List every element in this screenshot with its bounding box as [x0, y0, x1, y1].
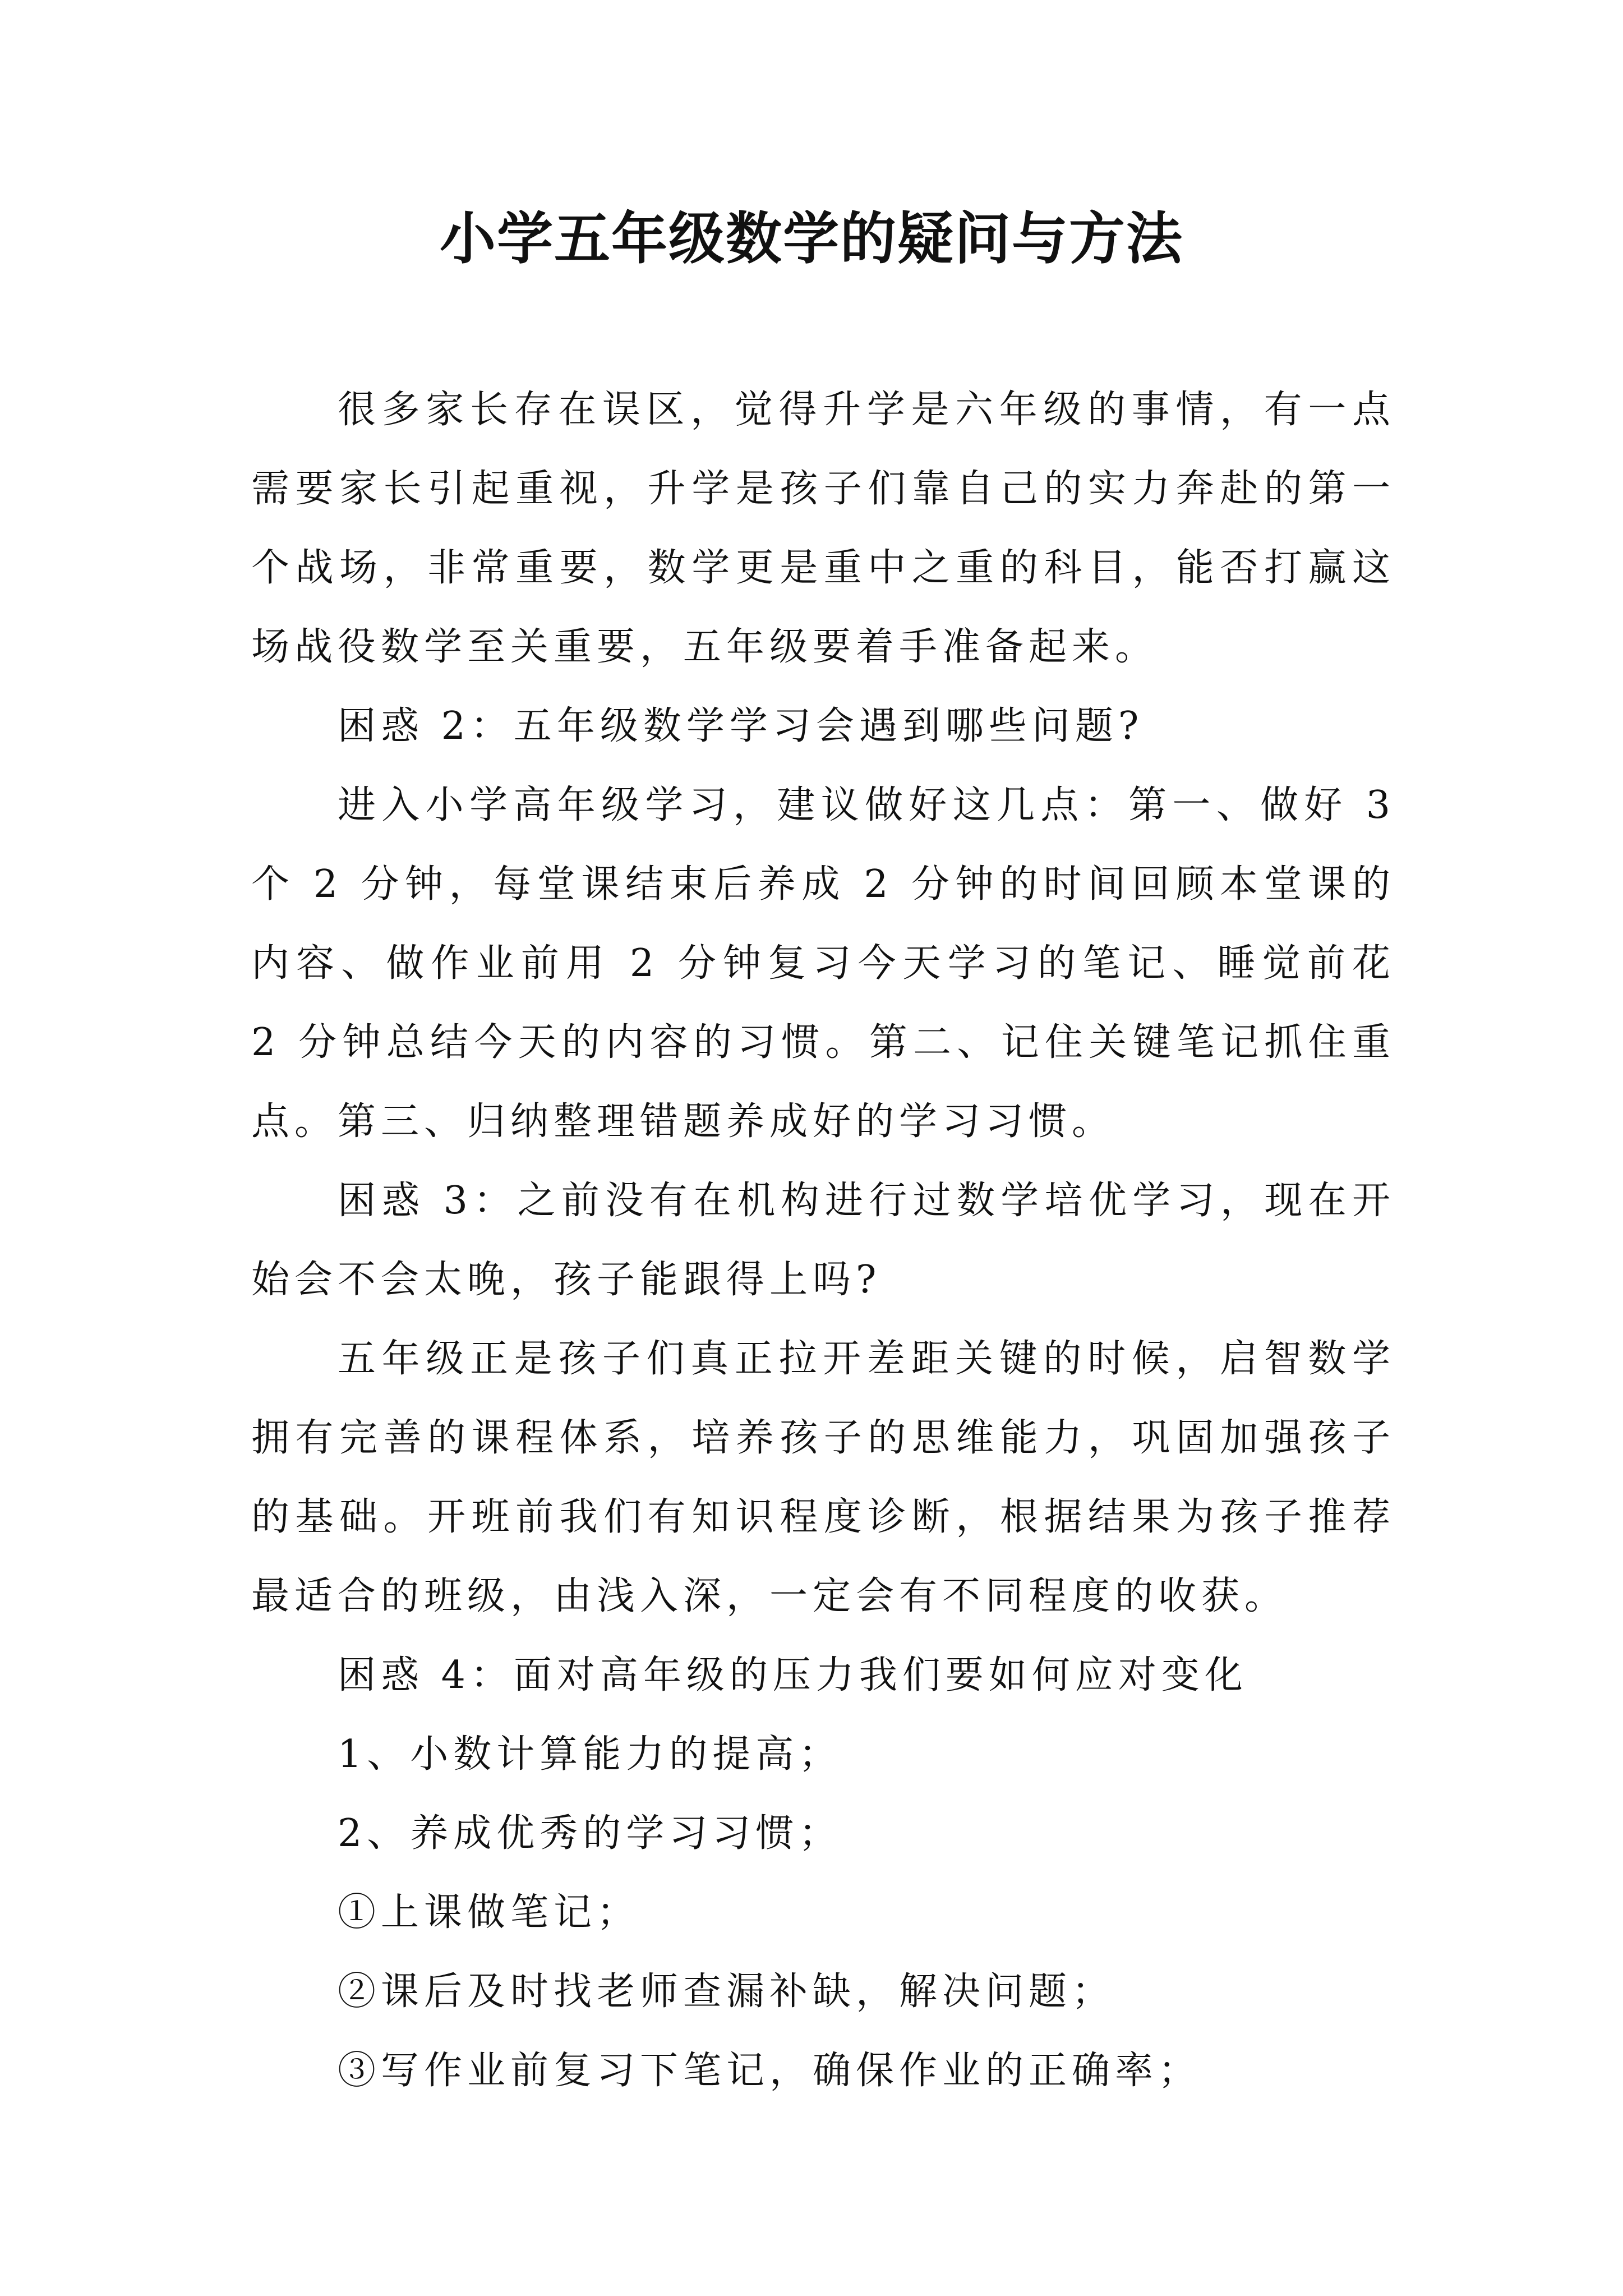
paragraph-answer-2: 进入小学高年级学习，建议做好这几点：第一、做好 3 个 2 分钟，每堂课结束后养成 2 分钟的时间回顾本堂课的内容、做作业前用 2 分钟复习今天学习的笔记、睡觉前花 2 分钟总结今天的内容的习惯。第二、记住关键笔记抓住重点。第三、归纳整理错题养成好的学习习惯。 — [251, 783, 1395, 1144]
document-title: 小学五年级数学的疑问与方法 — [440, 205, 1183, 272]
paragraph-answer-3: 五年级正是孩子们真正拉开差距关键的时候，启智数学拥有完善的课程体系，培养孩子的思维能力，巩固加强孩子的基础。开班前我们有知识程度诊断，根据结果为孩子推荐最适合的班级，由浅入深，一定会有不同程度的收获。 — [251, 1337, 1395, 1618]
list-item: ②课后及时找老师查漏补缺，解决问题； — [338, 1970, 1115, 2014]
document-body — [251, 370, 1395, 2110]
paragraph-question-4: 困惑 4：面对高年级的压力我们要如何应对变化 — [338, 1653, 1248, 1697]
paragraph-question-2: 困惑 2：五年级数学学习会遇到哪些问题? — [338, 704, 1144, 748]
list-item: 2、养成优秀的学习习惯； — [338, 1811, 842, 1856]
paragraph-question-3: 困惑 3：之前没有在机构进行过数学培优学习，现在开始会不会太晚，孩子能跟得上吗? — [251, 1179, 1395, 1302]
list-item: ③写作业前复习下笔记，确保作业的正确率； — [338, 2049, 1202, 2093]
list-item: ①上课做笔记； — [338, 1890, 640, 1935]
paragraph-intro: 很多家长存在误区，觉得升学是六年级的事情，有一点需要家长引起重视，升学是孩子们靠自己的实力奔赴的第一个战场，非常重要，数学更是重中之重的科目，能否打赢这场战役数学至关重要，五年级要着手准备起来。 — [251, 388, 1395, 669]
list-item: 1、小数计算能力的提高； — [338, 1732, 842, 1777]
